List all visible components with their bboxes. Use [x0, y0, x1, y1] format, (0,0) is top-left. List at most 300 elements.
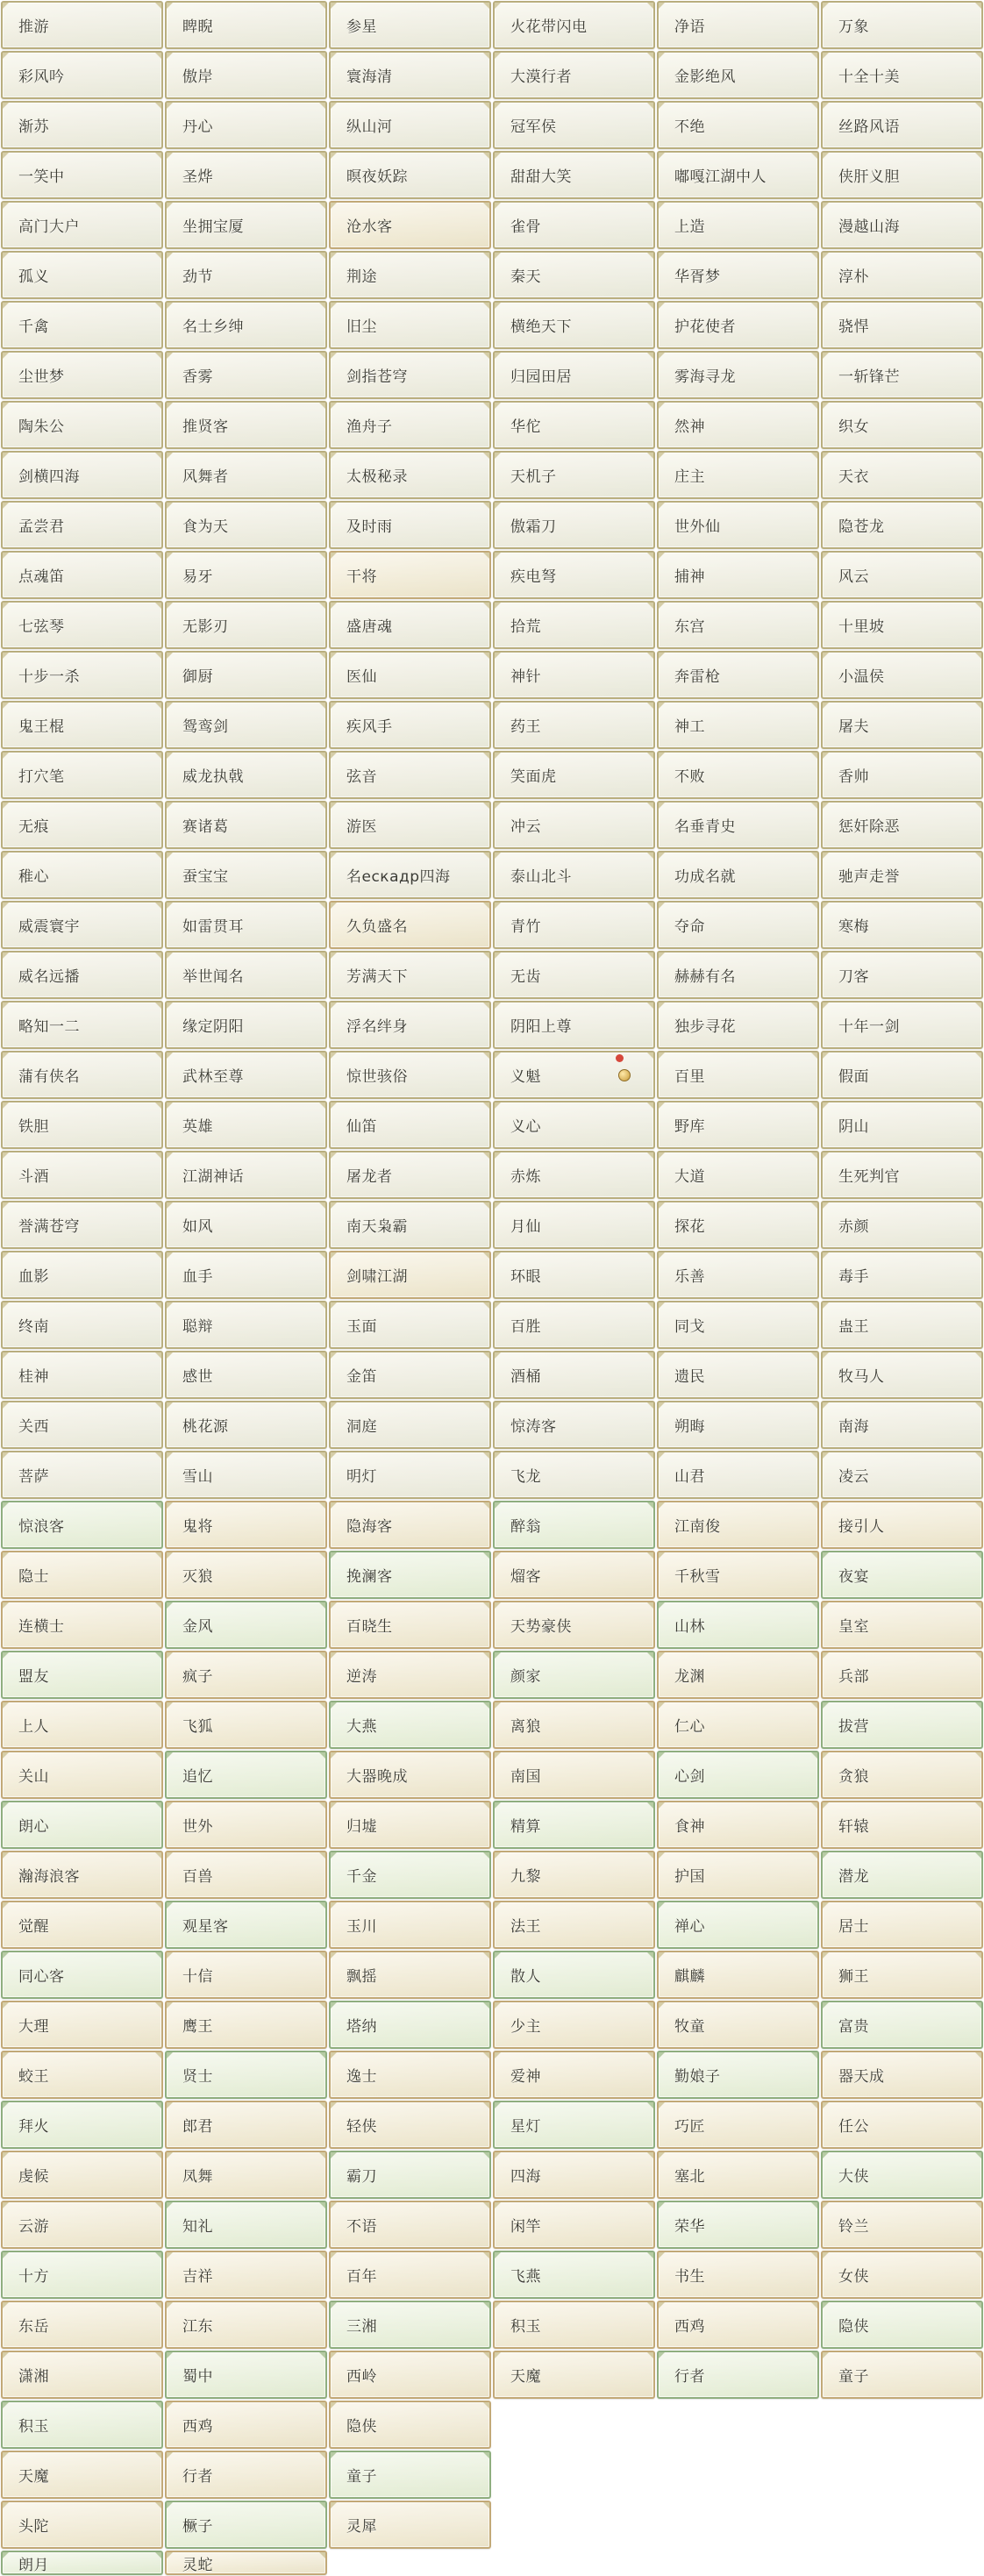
name-option-cell[interactable]	[657, 1401, 819, 1449]
name-option-cell[interactable]	[493, 51, 655, 99]
name-option-cell[interactable]	[493, 2151, 655, 2199]
name-option-cell[interactable]	[329, 1801, 491, 1849]
name-option-cell[interactable]	[1, 1101, 163, 1149]
name-option-cell[interactable]	[329, 1701, 491, 1749]
name-option-cell[interactable]	[165, 901, 327, 949]
name-option-cell[interactable]	[1, 1851, 163, 1899]
name-option-cell[interactable]	[329, 2001, 491, 2049]
name-option-cell[interactable]	[657, 1751, 819, 1799]
name-option-cell[interactable]	[165, 2351, 327, 2399]
name-option-cell[interactable]	[821, 401, 983, 449]
name-option-cell[interactable]	[165, 2101, 327, 2149]
name-option-cell[interactable]	[1, 1351, 163, 1399]
name-option-cell[interactable]	[329, 501, 491, 549]
name-option-cell[interactable]	[329, 551, 491, 599]
name-option-cell[interactable]	[657, 401, 819, 449]
name-option-cell[interactable]	[329, 751, 491, 799]
name-option-cell[interactable]	[821, 2001, 983, 2049]
name-option-cell[interactable]	[821, 1601, 983, 1649]
name-option-cell[interactable]	[493, 951, 655, 999]
name-option-cell[interactable]	[657, 651, 819, 699]
name-option-cell[interactable]	[329, 1, 491, 49]
name-option-cell[interactable]	[329, 901, 491, 949]
name-option-cell[interactable]	[821, 151, 983, 199]
name-option-cell[interactable]	[165, 2201, 327, 2249]
name-option-cell[interactable]	[493, 1851, 655, 1899]
name-option-cell[interactable]	[329, 1551, 491, 1599]
name-option-cell[interactable]	[329, 1351, 491, 1399]
name-option-cell[interactable]	[1, 1601, 163, 1649]
name-option-cell[interactable]	[493, 2251, 655, 2299]
name-option-cell[interactable]	[1, 2551, 163, 2575]
name-option-cell[interactable]	[1, 1801, 163, 1849]
name-option-cell[interactable]	[657, 1251, 819, 1299]
name-option-cell[interactable]	[821, 2251, 983, 2299]
name-option-cell[interactable]	[821, 451, 983, 499]
name-option-cell[interactable]	[165, 701, 327, 749]
name-option-cell[interactable]	[1, 2001, 163, 2049]
name-option-cell[interactable]	[329, 1301, 491, 1349]
name-option-cell[interactable]	[493, 701, 655, 749]
name-option-cell[interactable]	[1, 2501, 163, 2549]
name-option-cell[interactable]	[657, 1501, 819, 1549]
name-option-cell[interactable]	[165, 101, 327, 149]
name-option-cell[interactable]	[657, 351, 819, 399]
name-option-cell[interactable]	[165, 301, 327, 349]
name-option-cell[interactable]	[329, 1151, 491, 1199]
name-option-cell[interactable]	[657, 1601, 819, 1649]
name-option-cell[interactable]	[657, 801, 819, 849]
name-option-cell[interactable]	[329, 1051, 491, 1099]
name-option-cell[interactable]	[329, 301, 491, 349]
name-option-cell[interactable]	[165, 1651, 327, 1699]
name-option-cell[interactable]	[821, 51, 983, 99]
name-option-cell[interactable]	[1, 1, 163, 49]
name-option-cell[interactable]	[821, 1301, 983, 1349]
name-option-cell[interactable]	[1, 1001, 163, 1049]
name-option-cell[interactable]	[165, 451, 327, 499]
name-option-cell[interactable]	[657, 1051, 819, 1099]
name-option-cell[interactable]	[1, 901, 163, 949]
name-option-cell[interactable]	[493, 251, 655, 299]
name-option-cell[interactable]	[821, 301, 983, 349]
name-option-cell[interactable]	[165, 51, 327, 99]
name-option-cell[interactable]	[165, 1051, 327, 1099]
name-option-cell[interactable]	[1, 1301, 163, 1349]
name-option-cell[interactable]	[493, 501, 655, 549]
name-option-cell[interactable]	[1, 451, 163, 499]
name-option-cell[interactable]	[329, 601, 491, 649]
name-option-cell[interactable]	[165, 1151, 327, 1199]
name-option-cell[interactable]	[493, 751, 655, 799]
name-option-cell[interactable]	[329, 801, 491, 849]
name-option-cell[interactable]	[821, 2151, 983, 2199]
name-option-cell[interactable]	[493, 2051, 655, 2099]
name-option-cell[interactable]	[165, 501, 327, 549]
name-option-cell[interactable]	[165, 951, 327, 999]
name-option-cell[interactable]	[329, 1951, 491, 1999]
name-option-cell[interactable]	[329, 651, 491, 699]
name-option-cell[interactable]	[329, 951, 491, 999]
name-option-cell[interactable]	[821, 851, 983, 899]
name-option-cell[interactable]	[1, 2451, 163, 2499]
name-option-cell[interactable]	[165, 1201, 327, 1249]
name-option-cell[interactable]	[657, 2151, 819, 2199]
name-option-cell[interactable]	[657, 301, 819, 349]
name-option-cell[interactable]	[1, 851, 163, 899]
name-option-cell[interactable]	[165, 1951, 327, 1999]
name-option-cell[interactable]	[821, 1, 983, 49]
name-option-cell[interactable]	[329, 101, 491, 149]
name-option-cell[interactable]	[165, 601, 327, 649]
name-option-cell[interactable]	[821, 1401, 983, 1449]
name-option-cell[interactable]	[329, 1851, 491, 1899]
name-option-cell[interactable]	[329, 2201, 491, 2249]
name-option-cell[interactable]	[493, 1001, 655, 1049]
name-option-cell[interactable]	[657, 1801, 819, 1849]
name-option-cell[interactable]	[1, 1451, 163, 1499]
name-option-cell[interactable]	[657, 851, 819, 899]
name-option-cell[interactable]	[657, 1851, 819, 1899]
name-option-cell[interactable]	[493, 551, 655, 599]
name-option-cell[interactable]	[657, 551, 819, 599]
name-option-grid-tail[interactable]	[0, 2400, 984, 2576]
name-option-cell[interactable]	[821, 501, 983, 549]
name-option-cell[interactable]	[821, 751, 983, 799]
name-option-cell[interactable]	[657, 2201, 819, 2249]
name-option-cell[interactable]	[493, 451, 655, 499]
name-option-cell[interactable]	[493, 1251, 655, 1299]
name-option-cell[interactable]	[1, 1751, 163, 1799]
name-option-cell[interactable]	[657, 1901, 819, 1949]
name-option-cell[interactable]	[821, 2051, 983, 2099]
name-option-cell[interactable]	[165, 1301, 327, 1349]
name-option-cell[interactable]	[821, 101, 983, 149]
name-option-cell[interactable]	[493, 801, 655, 849]
name-option-cell[interactable]	[165, 1851, 327, 1899]
name-option-cell[interactable]	[329, 51, 491, 99]
name-option-cell[interactable]	[1, 1251, 163, 1299]
name-option-cell[interactable]	[821, 2351, 983, 2399]
name-option-cell[interactable]	[821, 801, 983, 849]
name-option-cell[interactable]	[657, 1951, 819, 1999]
name-option-cell[interactable]	[329, 2151, 491, 2199]
name-option-cell[interactable]	[1, 701, 163, 749]
name-option-cell[interactable]	[821, 901, 983, 949]
name-option-cell[interactable]	[165, 1701, 327, 1749]
name-option-cell[interactable]	[1, 501, 163, 549]
name-option-cell[interactable]	[821, 1051, 983, 1099]
name-option-cell[interactable]	[821, 1201, 983, 1249]
name-option-cell[interactable]	[657, 1151, 819, 1199]
name-option-cell[interactable]	[329, 2351, 491, 2399]
name-option-cell[interactable]	[821, 1801, 983, 1849]
name-option-cell[interactable]	[1, 251, 163, 299]
name-option-cell[interactable]	[493, 2301, 655, 2349]
name-option-cell[interactable]	[165, 2401, 327, 2449]
name-option-cell[interactable]	[165, 801, 327, 849]
name-option-cell[interactable]	[1, 351, 163, 399]
name-option-cell[interactable]	[165, 2451, 327, 2499]
name-option-cell[interactable]	[493, 901, 655, 949]
name-option-cell[interactable]	[165, 851, 327, 899]
name-option-cell[interactable]	[165, 2151, 327, 2199]
name-option-cell[interactable]	[493, 1551, 655, 1599]
name-option-cell[interactable]	[821, 2201, 983, 2249]
name-option-cell[interactable]	[657, 101, 819, 149]
name-option-cell[interactable]	[165, 401, 327, 449]
name-option-cell[interactable]	[493, 201, 655, 249]
name-option-cell[interactable]	[657, 601, 819, 649]
name-option-cell[interactable]	[165, 751, 327, 799]
name-option-cell[interactable]	[493, 851, 655, 899]
name-option-cell[interactable]	[493, 1451, 655, 1499]
name-option-cell[interactable]	[657, 2301, 819, 2349]
name-option-cell[interactable]	[657, 1351, 819, 1399]
name-option-cell[interactable]	[493, 1601, 655, 1649]
name-option-cell[interactable]	[165, 1551, 327, 1599]
name-option-cell[interactable]	[493, 1201, 655, 1249]
name-option-cell[interactable]	[493, 1301, 655, 1349]
name-option-cell[interactable]	[1, 2301, 163, 2349]
name-option-cell[interactable]	[821, 1951, 983, 1999]
name-option-cell[interactable]	[165, 2251, 327, 2299]
name-option-cell[interactable]	[1, 601, 163, 649]
name-option-cell[interactable]	[1, 651, 163, 699]
name-option-cell[interactable]	[1, 1901, 163, 1949]
name-option-cell[interactable]	[821, 1351, 983, 1399]
name-option-cell[interactable]	[821, 1451, 983, 1499]
name-option-cell[interactable]	[1, 2351, 163, 2399]
name-option-cell[interactable]	[657, 151, 819, 199]
name-option-cell[interactable]	[165, 251, 327, 299]
name-option-cell[interactable]	[165, 201, 327, 249]
name-option-cell[interactable]	[657, 51, 819, 99]
name-option-cell[interactable]	[1, 1551, 163, 1599]
name-option-cell[interactable]	[1, 951, 163, 999]
name-option-cell[interactable]	[165, 1501, 327, 1549]
name-option-cell[interactable]	[329, 1501, 491, 1549]
name-option-cell[interactable]	[329, 851, 491, 899]
name-option-cell[interactable]	[1, 2201, 163, 2249]
name-option-cell[interactable]	[493, 2201, 655, 2249]
name-option-cell[interactable]	[493, 1951, 655, 1999]
name-option-cell[interactable]	[329, 1901, 491, 1949]
name-option-cell[interactable]	[165, 2001, 327, 2049]
name-option-cell[interactable]	[1, 801, 163, 849]
name-option-cell[interactable]	[329, 1201, 491, 1249]
name-option-cell[interactable]	[657, 1201, 819, 1249]
name-option-cell[interactable]	[165, 651, 327, 699]
name-option-cell[interactable]	[493, 1651, 655, 1699]
name-option-cell[interactable]	[329, 1251, 491, 1299]
name-option-cell[interactable]	[1, 1701, 163, 1749]
name-option-cell[interactable]	[329, 1601, 491, 1649]
name-option-cell[interactable]	[657, 951, 819, 999]
name-option-cell[interactable]	[165, 1251, 327, 1299]
name-option-cell[interactable]	[493, 101, 655, 149]
name-option-cell[interactable]	[657, 1701, 819, 1749]
name-option-cell[interactable]	[821, 351, 983, 399]
name-option-cell[interactable]	[1, 751, 163, 799]
name-option-cell[interactable]	[1, 1151, 163, 1199]
name-option-cell[interactable]	[821, 951, 983, 999]
name-option-cell[interactable]	[329, 1451, 491, 1499]
name-option-cell[interactable]	[1, 1401, 163, 1449]
name-option-cell[interactable]	[165, 351, 327, 399]
name-option-cell[interactable]	[1, 201, 163, 249]
name-option-cell[interactable]	[821, 1001, 983, 1049]
name-option-cell[interactable]	[329, 1751, 491, 1799]
name-option-cell[interactable]	[165, 1401, 327, 1449]
name-option-cell[interactable]	[165, 151, 327, 199]
name-option-cell[interactable]	[1, 401, 163, 449]
name-option-cell[interactable]	[657, 1451, 819, 1499]
name-option-cell[interactable]	[165, 2551, 327, 2575]
name-option-cell[interactable]	[821, 1501, 983, 1549]
name-option-cell[interactable]	[1, 551, 163, 599]
name-option-cell[interactable]	[165, 1901, 327, 1949]
name-option-cell[interactable]	[1, 101, 163, 149]
name-option-cell[interactable]	[821, 551, 983, 599]
name-option-cell[interactable]	[165, 2501, 327, 2549]
name-option-cell[interactable]	[1, 1951, 163, 1999]
name-option-cell[interactable]	[329, 1001, 491, 1049]
name-option-cell[interactable]	[493, 2101, 655, 2149]
name-option-cell[interactable]	[493, 2001, 655, 2049]
name-option-cell[interactable]	[493, 1101, 655, 1149]
name-option-cell[interactable]	[657, 1, 819, 49]
name-option-cell[interactable]	[1, 1651, 163, 1699]
name-option-cell[interactable]	[493, 651, 655, 699]
name-option-cell[interactable]	[493, 1501, 655, 1549]
name-option-cell[interactable]	[493, 1751, 655, 1799]
name-option-cell[interactable]	[821, 1251, 983, 1299]
name-option-cell[interactable]	[821, 1901, 983, 1949]
name-option-cell[interactable]	[329, 2101, 491, 2149]
name-option-cell[interactable]	[493, 1151, 655, 1199]
name-option-cell[interactable]	[329, 351, 491, 399]
name-option-cell[interactable]	[1, 1501, 163, 1549]
name-option-cell[interactable]	[657, 1551, 819, 1599]
name-option-cell[interactable]	[821, 651, 983, 699]
name-option-cell[interactable]	[493, 401, 655, 449]
name-option-cell[interactable]	[329, 151, 491, 199]
name-option-cell[interactable]	[1, 151, 163, 199]
name-option-cell[interactable]	[493, 2351, 655, 2399]
name-option-cell[interactable]	[329, 2301, 491, 2349]
name-option-cell[interactable]	[1, 51, 163, 99]
name-option-cell[interactable]	[165, 2051, 327, 2099]
name-option-cell[interactable]	[493, 1351, 655, 1399]
name-option-cell[interactable]	[493, 1051, 655, 1099]
name-option-cell[interactable]	[165, 1751, 327, 1799]
name-option-cell[interactable]	[821, 1651, 983, 1699]
name-option-cell[interactable]	[1, 301, 163, 349]
name-option-cell[interactable]	[657, 2051, 819, 2099]
name-option-cell[interactable]	[1, 1201, 163, 1249]
name-option-cell[interactable]	[329, 2251, 491, 2299]
name-option-cell[interactable]	[1, 2101, 163, 2149]
name-option-cell[interactable]	[657, 1301, 819, 1349]
name-option-cell[interactable]	[821, 201, 983, 249]
name-option-cell[interactable]	[329, 1401, 491, 1449]
name-option-cell[interactable]	[329, 401, 491, 449]
name-option-cell[interactable]	[657, 1651, 819, 1699]
name-option-cell[interactable]	[657, 251, 819, 299]
name-option-cell[interactable]	[657, 2001, 819, 2049]
name-option-cell[interactable]	[329, 1101, 491, 1149]
name-option-cell[interactable]	[329, 701, 491, 749]
name-option-cell[interactable]	[493, 151, 655, 199]
name-option-cell[interactable]	[329, 2051, 491, 2099]
name-option-cell[interactable]	[1, 2051, 163, 2099]
name-option-cell[interactable]	[329, 201, 491, 249]
name-option-cell[interactable]	[165, 1801, 327, 1849]
name-option-cell[interactable]	[821, 2101, 983, 2149]
name-option-cell[interactable]	[165, 1101, 327, 1149]
name-option-cell[interactable]	[821, 251, 983, 299]
name-option-cell[interactable]	[329, 2401, 491, 2449]
name-option-cell[interactable]	[821, 1101, 983, 1149]
name-option-cell[interactable]	[329, 2501, 491, 2549]
name-option-cell[interactable]	[1, 2251, 163, 2299]
name-option-cell[interactable]	[821, 1851, 983, 1899]
name-option-cell[interactable]	[493, 301, 655, 349]
name-option-cell[interactable]	[657, 1101, 819, 1149]
name-option-cell[interactable]	[165, 551, 327, 599]
name-option-cell[interactable]	[821, 601, 983, 649]
name-option-cell[interactable]	[329, 251, 491, 299]
name-option-cell[interactable]	[493, 1801, 655, 1849]
name-option-cell[interactable]	[657, 201, 819, 249]
name-option-cell[interactable]	[657, 2101, 819, 2149]
name-option-cell[interactable]	[493, 351, 655, 399]
name-option-cell[interactable]	[657, 901, 819, 949]
name-option-cell[interactable]	[329, 2451, 491, 2499]
name-option-cell[interactable]	[657, 1001, 819, 1049]
name-option-cell[interactable]	[821, 1151, 983, 1199]
name-option-cell[interactable]	[821, 2301, 983, 2349]
name-option-cell[interactable]	[493, 1901, 655, 1949]
name-option-cell[interactable]	[657, 701, 819, 749]
name-option-cell[interactable]	[821, 701, 983, 749]
name-option-cell[interactable]	[821, 1701, 983, 1749]
name-option-cell[interactable]	[1, 2151, 163, 2199]
name-option-cell[interactable]	[1, 1051, 163, 1099]
name-option-cell[interactable]	[821, 1751, 983, 1799]
name-option-cell[interactable]	[165, 1451, 327, 1499]
name-option-cell[interactable]	[821, 1551, 983, 1599]
name-option-cell[interactable]	[329, 451, 491, 499]
name-option-cell[interactable]	[165, 2301, 327, 2349]
name-option-cell[interactable]	[657, 451, 819, 499]
name-option-cell[interactable]	[657, 751, 819, 799]
name-option-cell[interactable]	[329, 1651, 491, 1699]
name-option-cell[interactable]	[493, 1401, 655, 1449]
name-option-cell[interactable]	[1, 2401, 163, 2449]
name-option-cell[interactable]	[165, 1351, 327, 1399]
name-option-cell[interactable]	[657, 501, 819, 549]
name-option-cell[interactable]	[657, 2351, 819, 2399]
name-option-cell[interactable]	[493, 1701, 655, 1749]
name-option-cell[interactable]	[165, 1601, 327, 1649]
name-option-cell[interactable]	[493, 601, 655, 649]
name-option-cell[interactable]	[165, 1001, 327, 1049]
name-option-cell[interactable]	[493, 1, 655, 49]
name-option-cell[interactable]	[657, 2251, 819, 2299]
name-option-cell[interactable]	[165, 1, 327, 49]
